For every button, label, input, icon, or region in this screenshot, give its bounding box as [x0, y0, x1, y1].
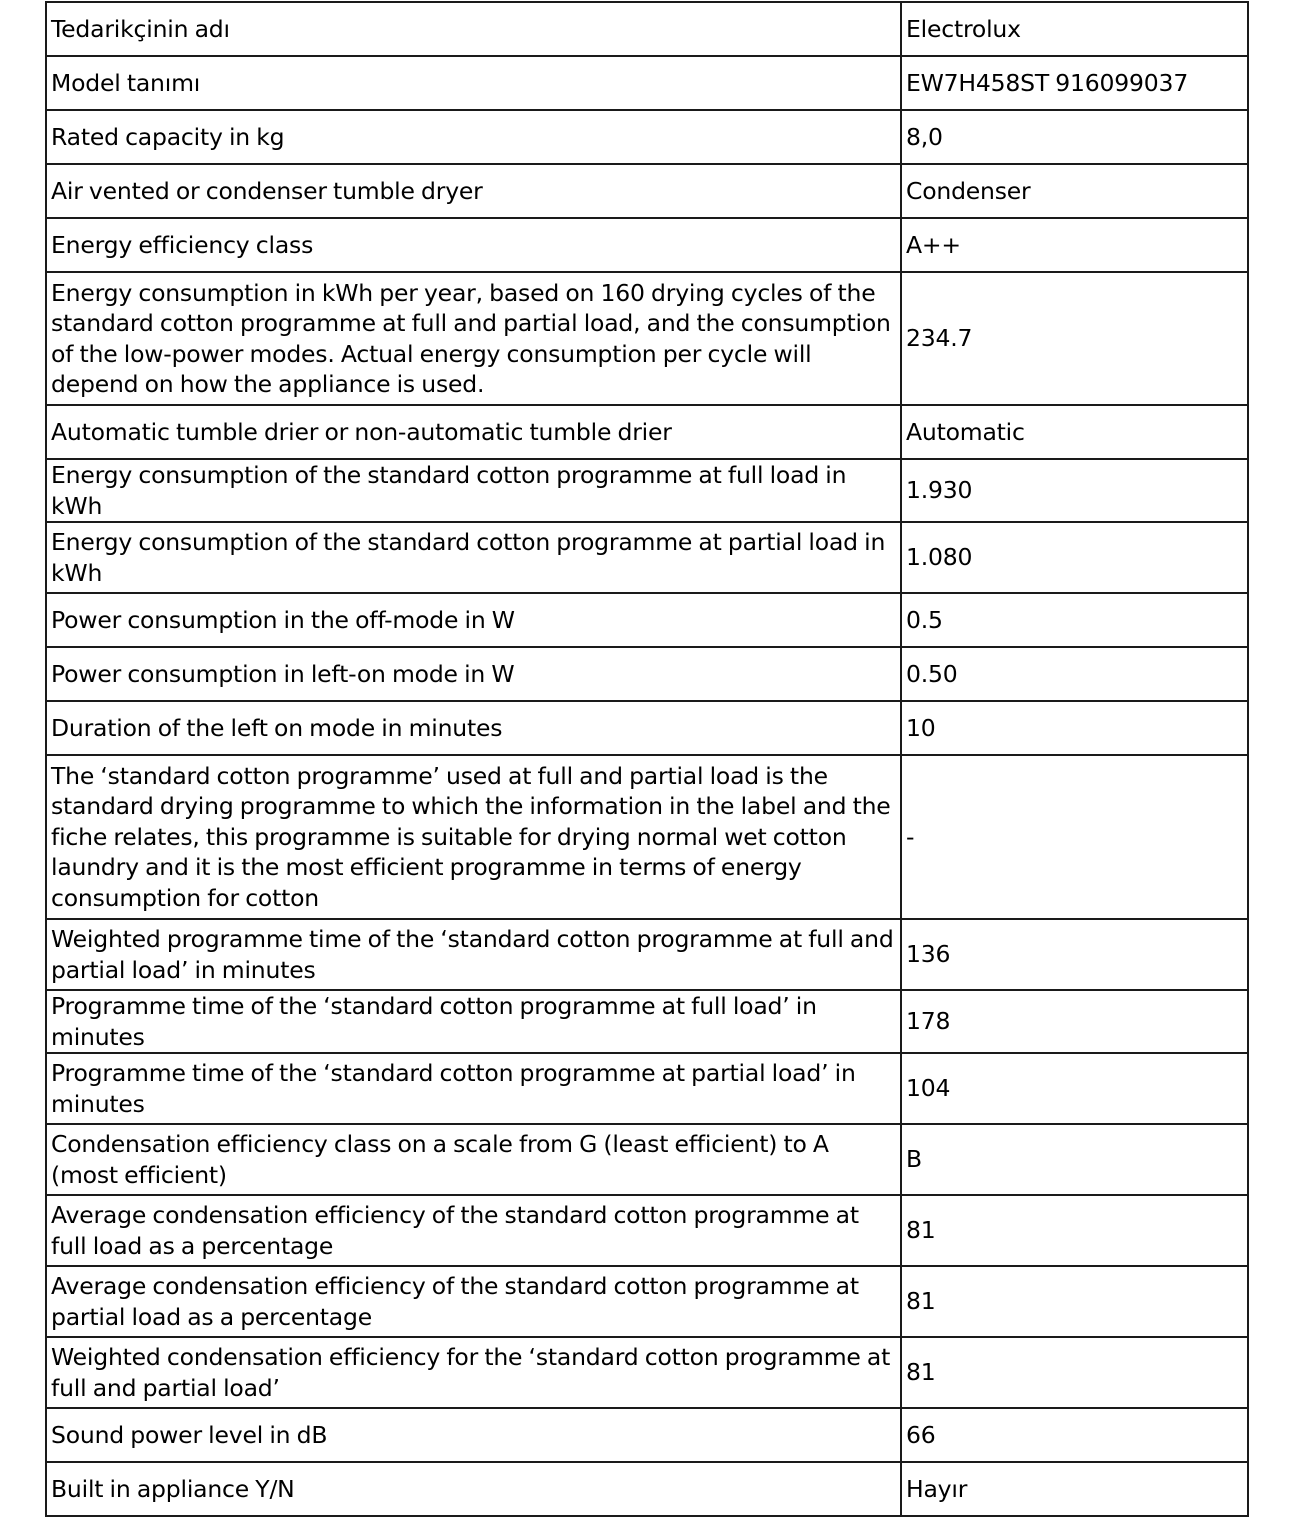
table-row	[46, 272, 1248, 405]
row-value: A++	[901, 218, 1248, 272]
table-row	[46, 1462, 1248, 1516]
row-value: 81	[901, 1195, 1248, 1266]
table-row	[46, 647, 1248, 701]
product-fiche-table	[45, 1, 1249, 1517]
table-row	[46, 56, 1248, 110]
table-row	[46, 1337, 1248, 1408]
table-row	[46, 459, 1248, 522]
row-label: Energy consumption of the standard cotton programme at partial load in kWh	[46, 522, 901, 593]
row-label: Programme time of the ‘standard cotton programme at partial load’ in minutes	[46, 1053, 901, 1124]
table-row	[46, 990, 1248, 1053]
table-row	[46, 755, 1248, 919]
row-value: 66	[901, 1408, 1248, 1462]
table-row	[46, 919, 1248, 990]
row-value: 1.080	[901, 522, 1248, 593]
row-label: Energy consumption in kWh per year, based on 160 drying cycles of the standard cotton programme at full and partial load, and the consumption of the low-power modes. Actual energy consumption per cycle will depend on how the appliance is used.	[46, 272, 901, 405]
row-value: EW7H458ST 916099037	[901, 56, 1248, 110]
row-value: Hayır	[901, 1462, 1248, 1516]
table-row	[46, 2, 1248, 56]
table-row	[46, 218, 1248, 272]
row-value: Automatic	[901, 405, 1248, 459]
row-value: 0.5	[901, 593, 1248, 647]
row-value: 178	[901, 990, 1248, 1053]
row-value: -	[901, 755, 1248, 919]
row-value: 0.50	[901, 647, 1248, 701]
table-row	[46, 405, 1248, 459]
row-label: Power consumption in left-on mode in W	[46, 647, 901, 701]
table-row	[46, 1053, 1248, 1124]
row-label: Sound power level in dB	[46, 1408, 901, 1462]
table-row	[46, 1266, 1248, 1337]
row-value: B	[901, 1124, 1248, 1195]
row-value: 81	[901, 1337, 1248, 1408]
row-label: Automatic tumble drier or non-automatic tumble drier	[46, 405, 901, 459]
row-value: 104	[901, 1053, 1248, 1124]
table-row	[46, 164, 1248, 218]
row-label: Energy consumption of the standard cotton programme at full load in kWh	[46, 459, 901, 522]
row-label: Average condensation efficiency of the standard cotton programme at partial load as a percentage	[46, 1266, 901, 1337]
row-label: Programme time of the ‘standard cotton programme at full load’ in minutes	[46, 990, 901, 1053]
row-label: Built in appliance Y/N	[46, 1462, 901, 1516]
row-value: 1.930	[901, 459, 1248, 522]
row-label: Air vented or condenser tumble dryer	[46, 164, 901, 218]
row-label: Weighted programme time of the ‘standard cotton programme at full and partial load’ in minutes	[46, 919, 901, 990]
table-row	[46, 593, 1248, 647]
row-value: 8,0	[901, 110, 1248, 164]
row-label: Average condensation efficiency of the standard cotton programme at full load as a percentage	[46, 1195, 901, 1266]
row-label: Energy efficiency class	[46, 218, 901, 272]
table-row	[46, 1124, 1248, 1195]
row-label: The ‘standard cotton programme’ used at full and partial load is the standard drying programme to which the information in the label and the fiche relates, this programme is suitable for drying normal wet cotton laundry and it is the most efficient programme in terms of energy consumption for cotton	[46, 755, 901, 919]
row-value: 234.7	[901, 272, 1248, 405]
row-value: Condenser	[901, 164, 1248, 218]
row-value: 10	[901, 701, 1248, 755]
row-label: Model tanımı	[46, 56, 901, 110]
row-label: Duration of the left on mode in minutes	[46, 701, 901, 755]
table-row	[46, 110, 1248, 164]
table-row	[46, 522, 1248, 593]
row-label: Rated capacity in kg	[46, 110, 901, 164]
row-value: Electrolux	[901, 2, 1248, 56]
row-label: Weighted condensation efficiency for the ‘standard cotton programme at full and partial load’	[46, 1337, 901, 1408]
row-label: Condensation efficiency class on a scale from G (least efficient) to A (most efficient)	[46, 1124, 901, 1195]
row-label: Tedarikçinin adı	[46, 2, 901, 56]
row-value: 136	[901, 919, 1248, 990]
row-value: 81	[901, 1266, 1248, 1337]
table-row	[46, 1195, 1248, 1266]
row-label: Power consumption in the off-mode in W	[46, 593, 901, 647]
table-row	[46, 1408, 1248, 1462]
table-row	[46, 701, 1248, 755]
